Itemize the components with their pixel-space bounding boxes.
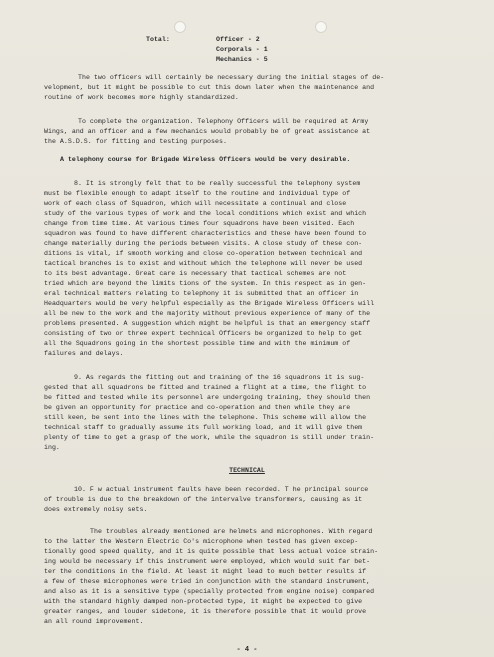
p4-line-12: eral technical matters relating to telephony it is submitted that an officer in [44, 290, 359, 297]
p4-line-3: work of each class of Squadron, which will necessitate a continual and close [44, 200, 347, 207]
p5-line-1: 9. As regards the fitting out and training of the 16 squadrons it is sug- [74, 374, 365, 381]
p4-line-5: change from time time. At various times four squadrons have been visited. Each [44, 220, 355, 227]
p7-line-9: greater ranges, and louder sidetone, it is therefore possible that it would prove [44, 608, 367, 615]
p5-line-2: gested that all squadrons be fitted and trained a flight at a time, the flight to [44, 384, 367, 391]
p1-line-1: The two officers will certainly be necessary during the initial stages of de- [78, 74, 385, 81]
p7-line-8: with the standard highly damped non-protected type, it might be expected to give [44, 598, 363, 605]
p4-line-10: to its best advantage. Great care is necessary that tactical schemes are not [44, 270, 347, 277]
p6-line-3: does extremely noisy sets. [44, 506, 148, 513]
p4-line-15: problems presented. A suggestion which might be helpful is that an emergency staff [44, 320, 371, 327]
p5-line-8: ing. [44, 444, 60, 451]
p4-line-2: must be flexible enough to adapt itself to the routine and individual type of [44, 190, 351, 197]
p4-line-11: tried which are beyond the limits tions of the system. In this respect as in gen- [44, 280, 367, 287]
p7-line-1: The troubles already mentioned are helmets and microphones. With regard [90, 528, 373, 535]
p2-line-1: To complete the organization. Telephony Officers will be required at Army [78, 118, 369, 125]
p5-line-4: be given an opportunity for practice and co-operation and then while they are [44, 404, 351, 411]
total-label: Total: [146, 36, 170, 43]
p4-line-6: squadron was found to have different characteristics and these have been found to [44, 230, 367, 237]
p3-line-1: A telephony course for Brigade Wireless Officers would be very desirable. [60, 156, 351, 163]
p5-line-7: plenty of time to get a grasp of the work, while the squadron is still under train- [44, 434, 375, 441]
p4-line-17: all the Squadrons going in the shortest possible time and with the minimum of [44, 340, 351, 347]
p7-line-4: ing would be necessary if this instrument were employed, which would suit far bet- [44, 558, 371, 565]
p4-line-9: tactical branches is to exist and without which the telephone will never be used [44, 260, 363, 267]
p5-line-6: technical staff to gradually assume its full working load, and it will give them [44, 424, 363, 431]
p4-line-16: consisting of two or three expert technical Officers be organized to help to get [44, 330, 363, 337]
p4-line-4: study of the various types of work and the local conditions which exist and which [44, 210, 367, 217]
p7-line-3: tionally good speed quality, and it is quite possible that less actual voice strain- [44, 548, 379, 555]
punch-hole-left [174, 21, 186, 33]
p4-line-1: 8. It is strongly felt that to be really successful the telephony system [74, 180, 361, 187]
p7-line-6: a few of these microphones were tried in conjunction with the standard instrument, [44, 578, 371, 585]
p6-line-2: of trouble is due to the breakdown of the intervalve transformers, causing as it [44, 496, 363, 503]
p4-line-7: change materially during the periods between visits. A close study of these con- [44, 240, 363, 247]
p7-line-7: and also as it is a sensitive type (specially protected from engine noise) compared [44, 588, 375, 595]
p1-line-2: velopment, but it might be possible to cut this down later when the maintenance and [44, 84, 375, 91]
total-corporals: Corporals - 1 [216, 46, 268, 53]
p2-line-3: the A.S.D.S. for fitting and testing purposes. [44, 138, 227, 145]
page-number: - 4 - [236, 646, 258, 654]
p4-line-18: failures and delays. [44, 350, 124, 357]
total-officers: Officer - 2 [216, 36, 260, 43]
p7-line-5: ter the conditions in the field. At least it might lead to much better results if [44, 568, 367, 575]
p7-line-2: to the latter the Western Electric Co's microphone when tested has given excep- [44, 538, 359, 545]
punch-hole-right [315, 21, 327, 33]
p4-line-13: Headquarters would be very helpful especially as the Brigade Wireless Officers will [44, 300, 375, 307]
p5-line-5: still keen, be sent into the lines with the telephone. This scheme will allow the [44, 414, 367, 421]
p6-line-1: 10. F w actual instrument faults have been recorded. T he principal source [74, 486, 369, 493]
p4-line-14: all be new to the work and the majority without previous experience of many of the [44, 310, 371, 317]
p2-line-2: Wings, and an officer and a few mechanics would probably be of great assistance at [44, 128, 371, 135]
p1-line-3: routine of work becomes more highly standardized. [44, 94, 239, 101]
p4-line-8: ditions is vital, if smooth working and close co-operation between technical and [44, 250, 363, 257]
total-mechanics: Mechanics - 5 [216, 56, 268, 63]
p7-line-10: an all round improvement. [44, 618, 144, 625]
p5-line-3: be fitted and tested while its personnel are undergoing training, they should then [44, 394, 371, 401]
section-heading-technical: TECHNICAL [229, 467, 265, 474]
